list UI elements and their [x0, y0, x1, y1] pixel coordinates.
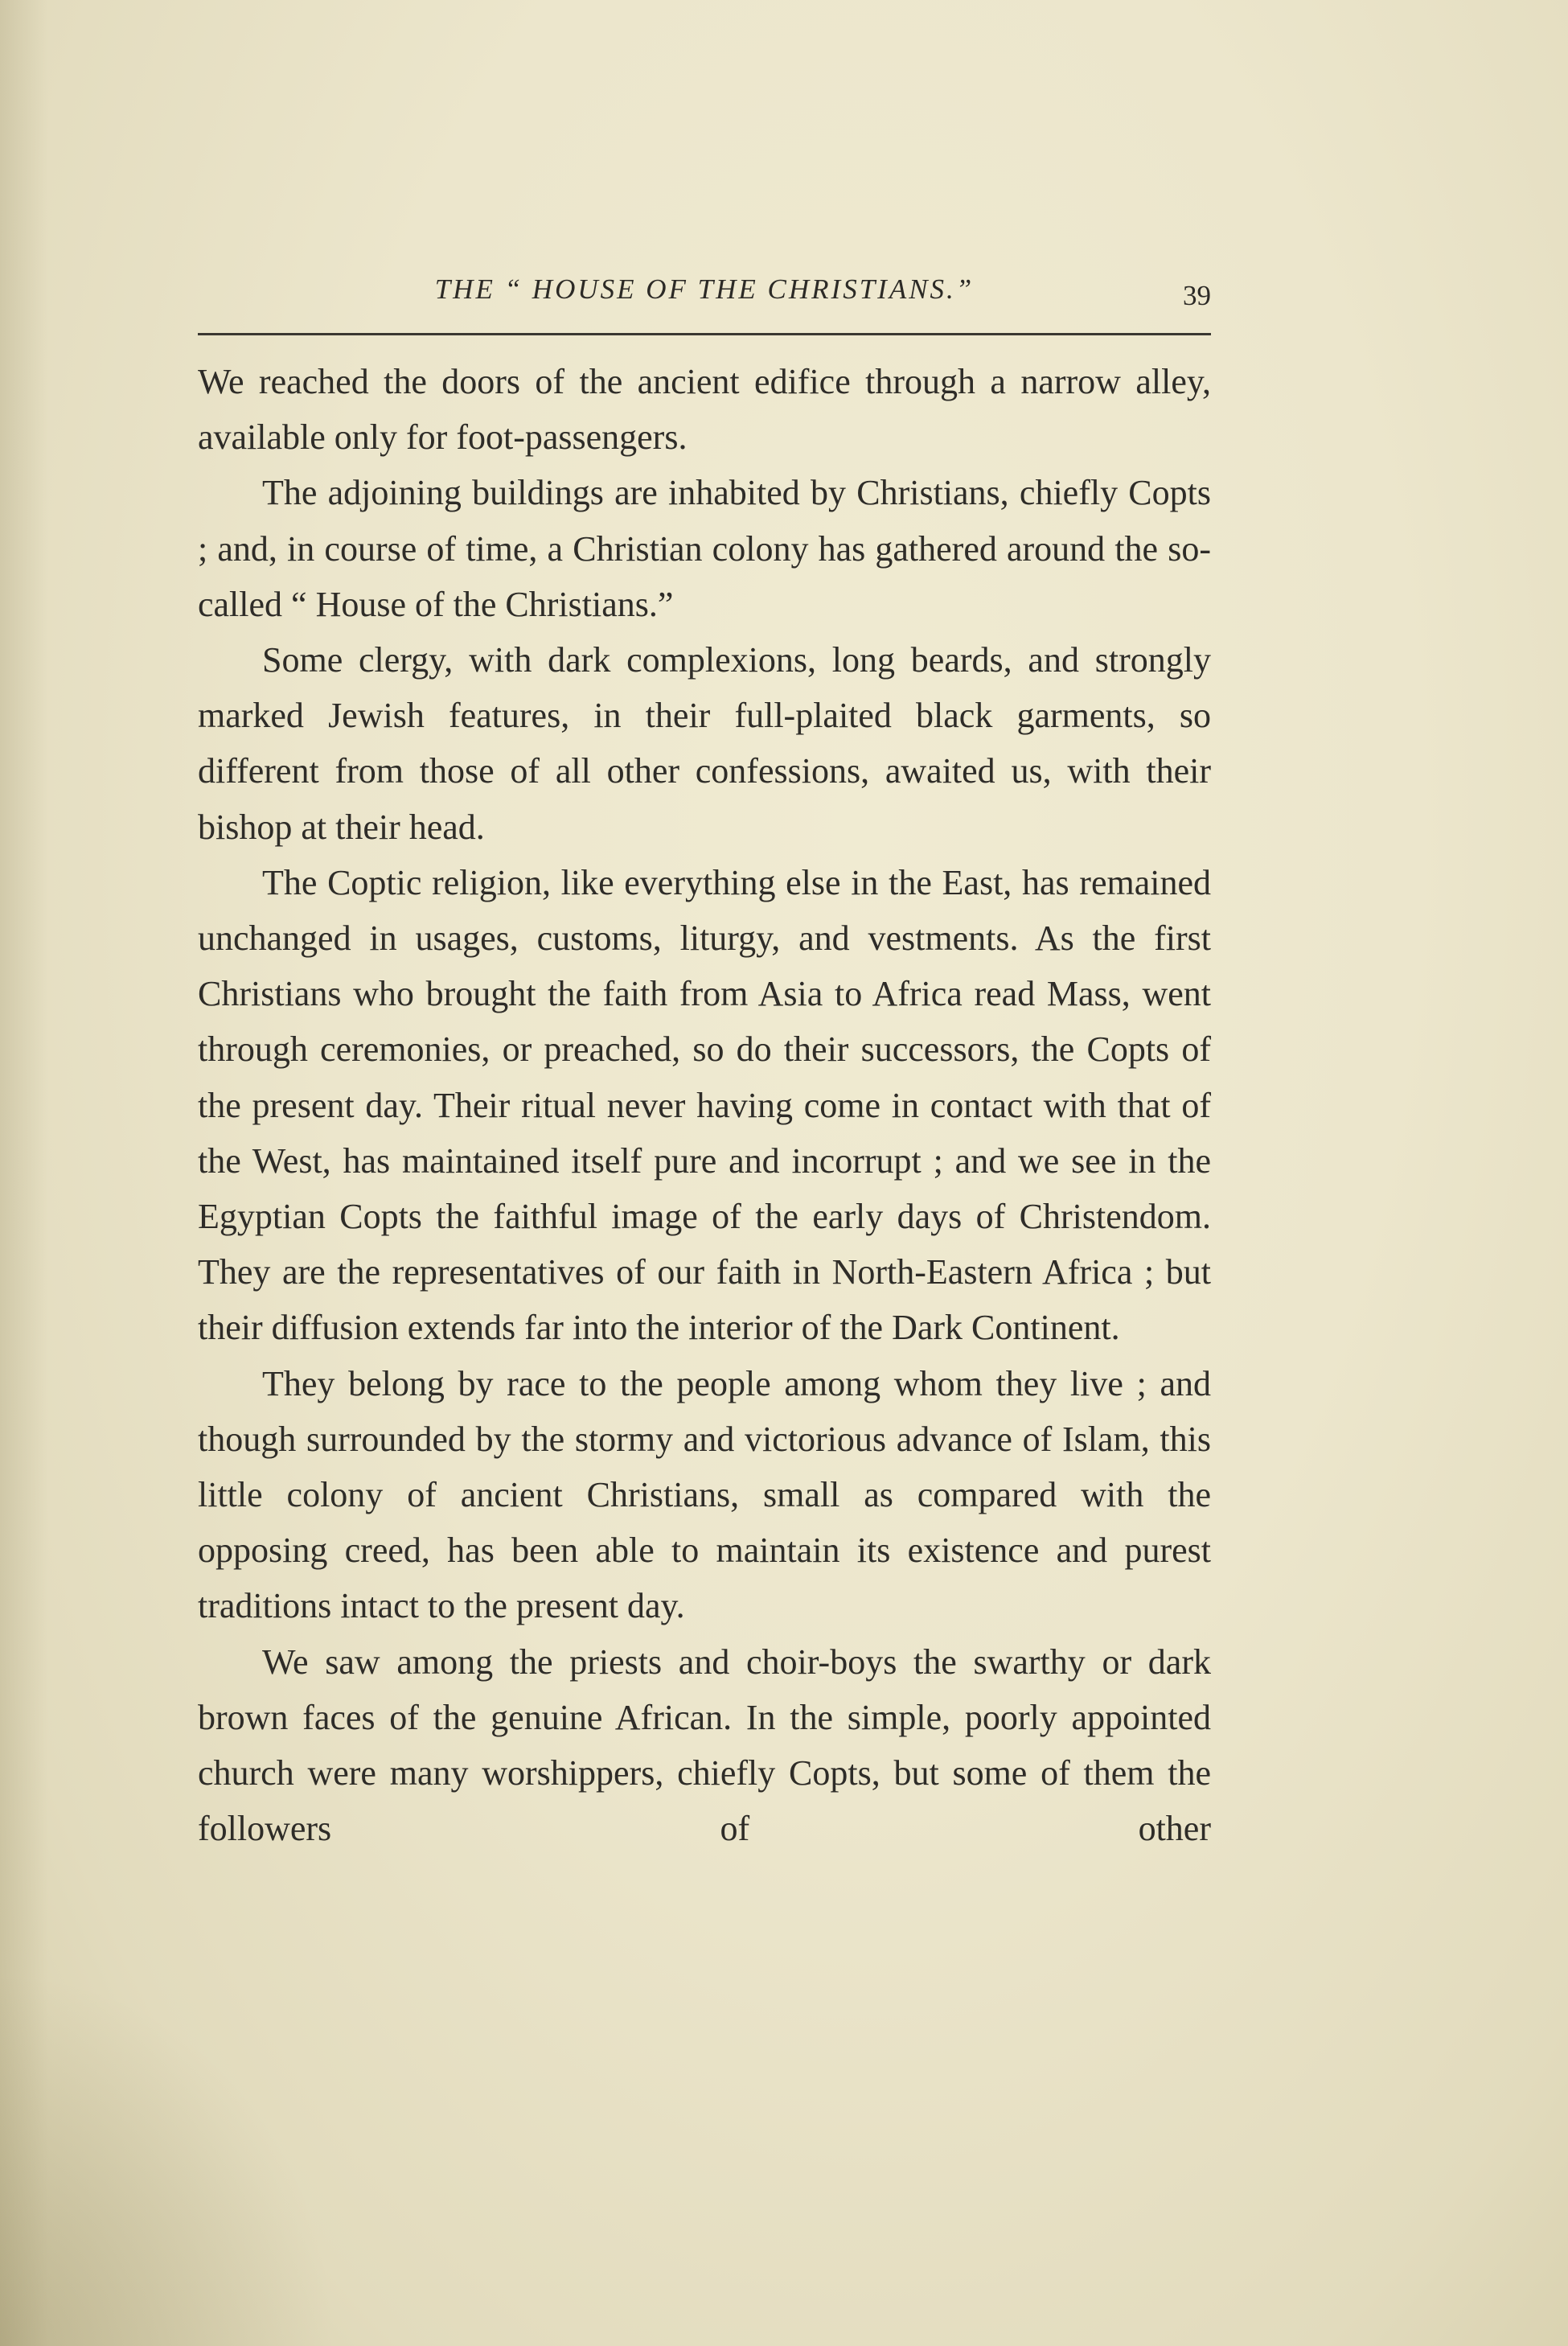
page-stain — [0, 1970, 338, 2346]
page-number: 39 — [1183, 280, 1211, 311]
paragraph: We saw among the priests and choir-boys the swarthy or dark brown faces of the genuine African. In the simple, poorly appointed church were many worshippers, chiefly Copts, but some of them the followers of other — [198, 1641, 1211, 1849]
header-rule — [198, 333, 1211, 335]
paragraph: The adjoining buildings are inhabited by Christians, chiefly Copts ; and, in course of time, a Christian colony has gathered around the so-called “ House of the Christians.” — [198, 473, 1211, 624]
page-header — [198, 273, 1211, 330]
paragraph: Some clergy, with dark complexions, long beards, and strongly marked Jewish features, in their full-plaited black garments, so different from those of all other confessions, awaited us, with their bishop at their head. — [198, 640, 1211, 847]
paragraph: The Coptic religion, like everything else in the East, has remained unchanged in usages, customs, liturgy, and vestments. As the first Christians who brought the faith from Asia to Africa read Mass, went through ceremonies, or preached, so do their successors, the Copts of the present day. Their ritual never having come in contact with that of the West, has maintained itself pure and incorrupt ; and we see in the Egyptian Copts the faithful image of the early days of Christendom. They are the representatives of our faith in North-Eastern Africa ; but their diffusion extends far into the interior of the Dark Continent. — [198, 862, 1211, 1348]
paragraph: They belong by race to the people among whom they live ; and though surrounded by the stormy and victorious advance of Islam, this little colony of ancient Christians, small as compared with the opposing creed, has been able to maintain its existence and purest traditions intact to the present day. — [198, 1363, 1211, 1626]
running-head: THE “ HOUSE OF THE CHRISTIANS.” — [434, 273, 975, 305]
body-text — [198, 354, 1211, 1856]
paragraph: We reached the doors of the ancient edifice through a narrow alley, available only for foot-passengers. — [198, 362, 1211, 458]
